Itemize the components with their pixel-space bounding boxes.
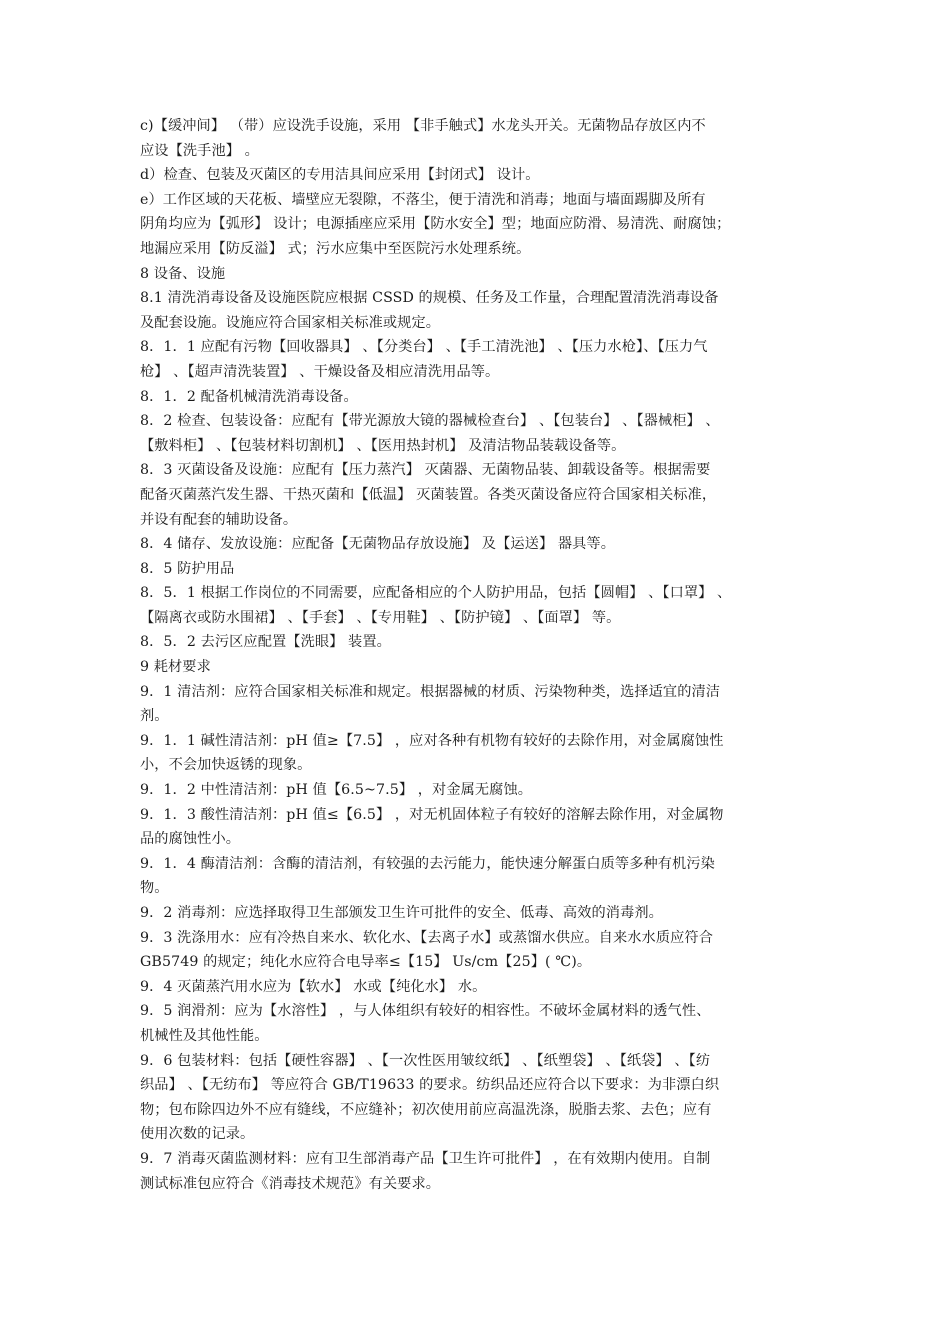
text-line: 8 设备、设施 xyxy=(140,265,226,282)
text-line: 9．3 洗涤用水：应有冷热自来水、软化水、【去离子水】或蒸馏水供应。自来水水质应符合 xyxy=(140,929,713,946)
text-line: 8．1．1 应配有污物【回收器具】 、【分类台】 、【手工清洗池】 、【压力水枪】、【压力气 xyxy=(140,339,708,356)
text-line: 【敷料柜】 、【包装材料切割机】 、【医用热封机】 及清洁物品装载设备等。 xyxy=(140,437,626,454)
text-line: 8．1．2 配备机械清洗消毒设备。 xyxy=(140,388,358,405)
text-line: 配备灭菌蒸汽发生器、干热灭菌和【低温】 灭菌装置。各类灭菌设备应符合国家相关标准， xyxy=(140,486,717,503)
text-line: 8.1 清洗消毒设备及设施医院应根据 CSSD 的规模、任务及工作量，合理配置清洗消毒设备 xyxy=(140,290,719,307)
text-line: 品的腐蚀性小。 xyxy=(140,831,241,848)
text-line: 9．1．3 酸性清洁剂：pH 值≤【6.5】 ，对无机固体粒子有较好的溶解去除作用，对金属物 xyxy=(140,806,724,823)
text-line: 9．6 包装材料：包括【硬性容器】 、【一次性医用皱纹纸】 、【纸塑袋】 、【纸袋】 、【纺 xyxy=(140,1052,711,1069)
text-line: 地漏应采用【防反溢】 式；污水应集中至医院污水处理系统。 xyxy=(140,240,531,257)
text-line: c)【缓冲间】 （带）应设洗手设施，采用 【非手触式】水龙头开关。无菌物品存放区内不 xyxy=(140,118,706,134)
text-line: GB5749 的规定；纯化水应符合电导率≤【15】 Us/cm【25】( ℃)。 xyxy=(140,954,592,971)
text-line: 9 耗材要求 xyxy=(140,659,211,676)
document-body xyxy=(140,114,816,1196)
text-line: 测试标准包应符合《消毒技术规范》有关要求。 xyxy=(140,1175,441,1192)
text-line: 使用次数的记录。 xyxy=(140,1126,255,1143)
text-line: 9．1 清洁剂：应符合国家相关标准和规定。根据器械的材质、污染物种类，选择适宜的清洁 xyxy=(140,683,721,700)
text-line: 8．5．2 去污区应配置【洗眼】 装置。 xyxy=(140,634,391,651)
text-line: 及配套设施。设施应符合国家相关标准或规定。 xyxy=(140,314,441,331)
text-line: 9．4 灭菌蒸汽用水应为【软水】 水或【纯化水】 水。 xyxy=(140,978,487,995)
text-line: e）工作区域的天花板、墙壁应无裂隙，不落尘，便于清洗和消毒；地面与墙面踢脚及所有 xyxy=(140,191,706,208)
text-line: 9．1．4 酶清洁剂：含酶的清洁剂，有较强的去污能力，能快速分解蛋白质等多种有机污染 xyxy=(140,855,715,872)
text-line: 8．3 灭菌设备及设施：应配有【压力蒸汽】 灭菌器、无菌物品装、卸载设备等。根据需要 xyxy=(140,462,711,479)
text-line: 9．7 消毒灭菌监测材料：应有卫生部消毒产品【卫生许可批件】 ，在有效期内使用。自制 xyxy=(140,1150,711,1167)
text-line: 9．1．1 碱性清洁剂：pH 值≥【7.5】 ，应对各种有机物有较好的去除作用，对金属腐蚀性 xyxy=(140,732,724,749)
text-line: 8．5．1 根据工作岗位的不同需要，应配备相应的个人防护用品，包括【圆帽】 、【口罩】 、 xyxy=(140,585,732,602)
text-line: 剂。 xyxy=(140,708,169,725)
text-line: 织品】 、【无纺布】 等应符合 GB/T19633 的要求。纺织品还应符合以下要求：为非漂白织 xyxy=(140,1077,720,1094)
text-line: 9．2 消毒剂：应选择取得卫生部颁发卫生许可批件的安全、低毒、高效的消毒剂。 xyxy=(140,905,663,921)
text-line: 9．5 润滑剂：应为【水溶性】 ，与人体组织有较好的相容性。不破坏金属材料的透气性、 xyxy=(140,1003,711,1020)
text-line: 并设有配套的辅助设备。 xyxy=(140,511,298,528)
text-line: 物。 xyxy=(140,880,169,897)
text-line: 【隔离衣或防水围裙】 、【手套】 、【专用鞋】 、【防护镜】 、【面罩】 等。 xyxy=(140,609,621,626)
text-line: 9．1．2 中性清洁剂：pH 值【6.5~7.5】 ，对金属无腐蚀。 xyxy=(140,782,533,799)
text-line: 机械性及其他性能。 xyxy=(140,1027,269,1044)
text-line: 8．2 检查、包装设备：应配有【带光源放大镜的器械检查台】 、【包装台】 、【器械柜】 、 xyxy=(140,413,720,430)
text-line: 8．4 储存、发放设施：应配备【无菌物品存放设施】 及【运送】 器具等。 xyxy=(140,536,615,553)
text-line: 阴角均应为【弧形】 设计；电源插座应采用【防水安全】型；地面应防滑、易清洗、耐腐蚀； xyxy=(140,216,731,233)
text-line: 枪】 、【超声清洗装置】 、干燥设备及相应清洗用品等。 xyxy=(140,363,500,380)
text-line: 应设【洗手池】 。 xyxy=(140,142,259,159)
text-line: 8．5 防护用品 xyxy=(140,560,235,577)
text-line: d）检查、包装及灭菌区的专用洁具间应采用【封闭式】 设计。 xyxy=(140,167,540,184)
text-line: 物；包布除四边外不应有缝线，不应缝补；初次使用前应高温洗涤，脱脂去浆、去色；应有 xyxy=(140,1101,712,1118)
text-line: 小，不会加快返锈的现象。 xyxy=(140,757,312,774)
